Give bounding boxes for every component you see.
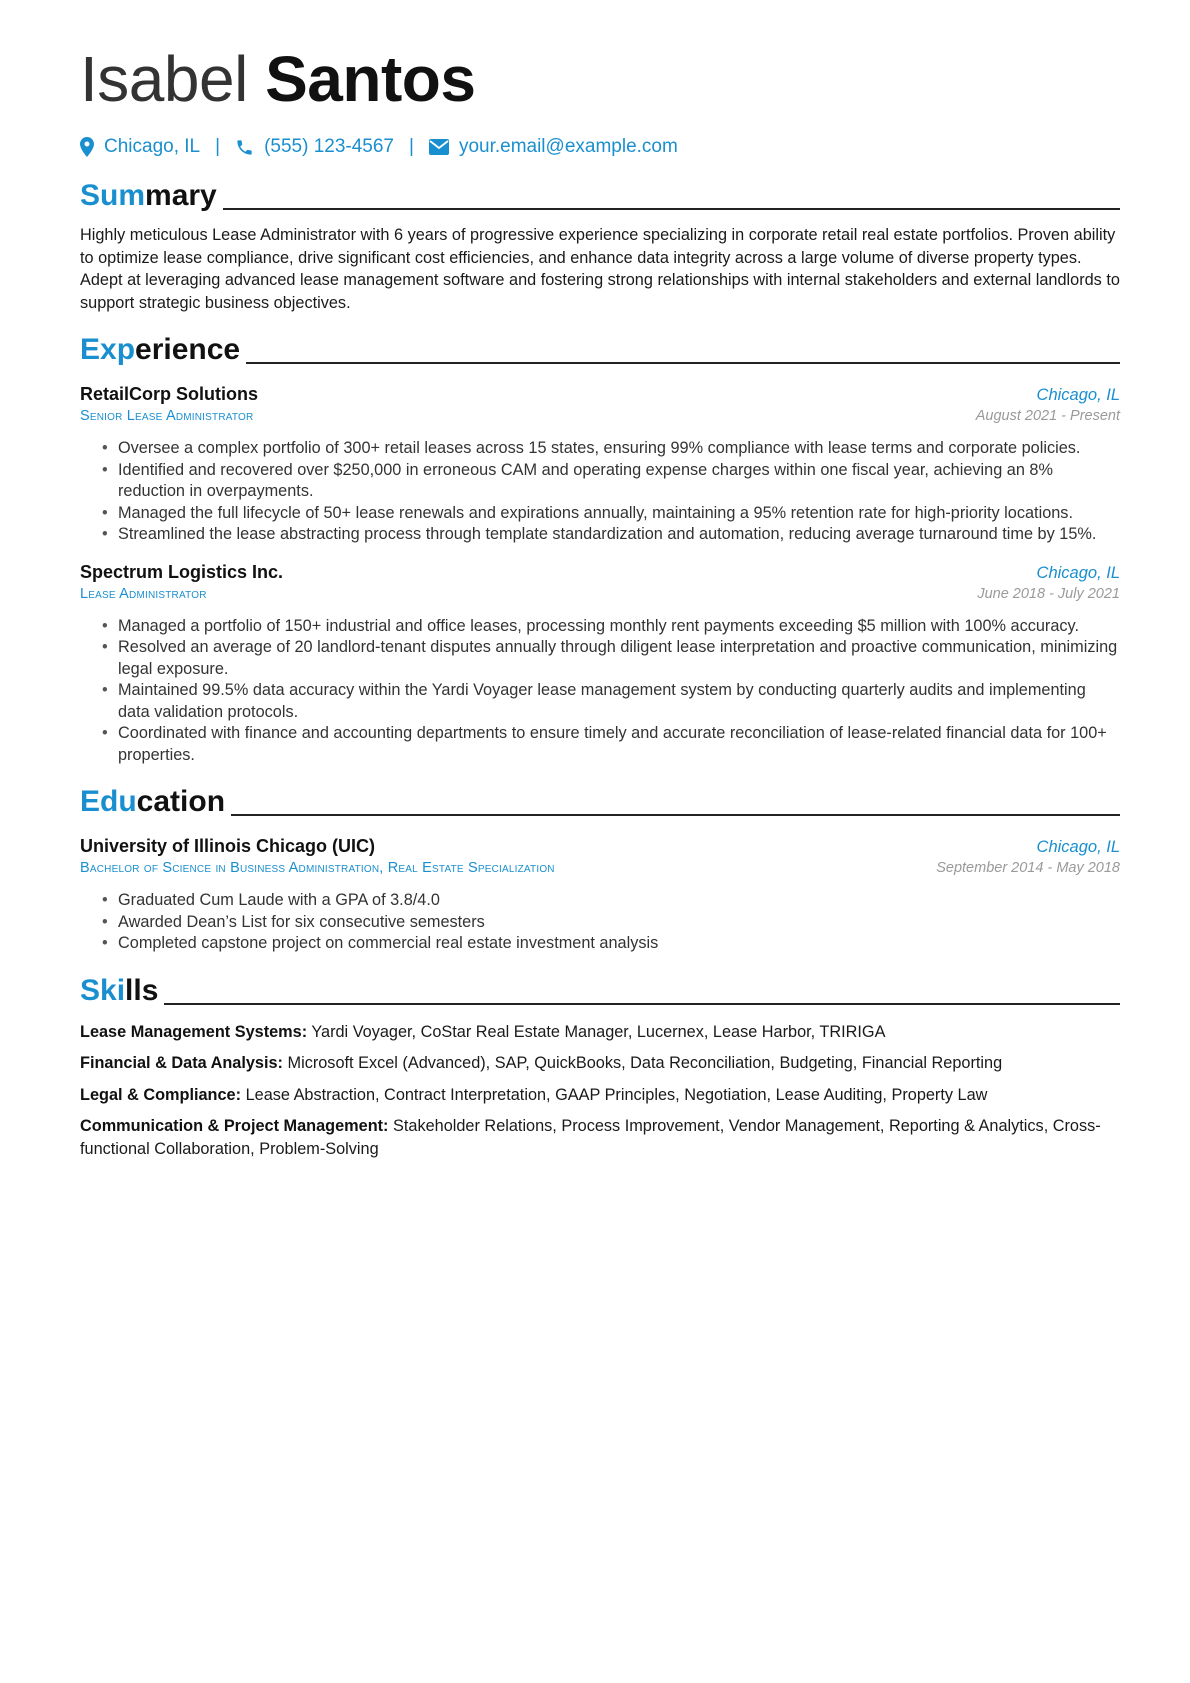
bullet-item: • Graduated Cum Laude with a GPA of 3.8/4.0 (80, 890, 1120, 912)
skill-row (80, 1052, 1120, 1075)
bullet-item: • Maintained 99.5% data accuracy within the Yardi Voyager lease management system by conducting quarterly audits and implementing data validation protocols. (80, 680, 1120, 723)
contact-line (80, 134, 1120, 160)
school-name: University of Illinois Chicago (UIC) (80, 836, 376, 856)
skill-value: Microsoft Excel (Advanced), SAP, QuickBooks, Data Reconciliation, Budgeting, Financial Reporting (287, 1054, 1003, 1072)
envelope-icon (429, 139, 449, 155)
bullet-item: • Oversee a complex portfolio of 300+ retail leases across 15 states, ensuring 99% compliance with lease terms and corporate policies. (80, 438, 1120, 460)
school-location: Chicago, IL (1036, 838, 1120, 856)
summary-text: Highly meticulous Lease Administrator with 6 years of progressive experience specializing in corporate retail real estate portfolios. Proven ability to optimize lease compliance, drive significant cost efficiencies, and enhance data integrity across a large volume of diverse property types. Adept at leveraging advanced lease management software and fostering strong relationships with internal stakeholders and external landlords to support strategic business objectives. (80, 226, 1120, 312)
resume-page (80, 38, 1120, 1169)
job-title: Lease Administrator (80, 585, 207, 602)
bullet-item: • Identified and recovered over $250,000 in erroneous CAM and operating expense charges within one fiscal year, achieving an 8% reduction in overpayments. (80, 460, 1120, 503)
skill-value: Lease Abstraction, Contract Interpretation, GAAP Principles, Negotiation, Lease Auditing, Property Law (245, 1085, 988, 1104)
job-location: Chicago, IL (1036, 386, 1120, 404)
skills-list (80, 1021, 1120, 1161)
section-divider (246, 362, 1120, 364)
first-name: Isabel (80, 43, 248, 115)
job-bullets (80, 438, 1120, 546)
last-name: Santos (265, 43, 476, 115)
skill-label: Legal & Compliance: (80, 1085, 242, 1104)
skill-row (80, 1021, 1120, 1044)
job-dates: August 2021 - Present (975, 408, 1120, 424)
job-bullets (80, 616, 1120, 767)
degree: Bachelor of Science in Business Administration, Real Estate Specialization (80, 860, 555, 876)
email-link[interactable]: your.email@example.com (458, 136, 678, 157)
education-bullets (80, 890, 1120, 955)
experience-heading: Experience (80, 328, 1120, 368)
skill-value: Stakeholder Relations, Process Improvement, Vendor Management, Reporting & Analytics, Cross-functional Collaboration, Problem-Solving (80, 1117, 1101, 1158)
bullet-item: • Awarded Dean’s List for six consecutive semesters (80, 912, 1120, 934)
education-dates: September 2014 - May 2018 (936, 860, 1120, 876)
company-name: RetailCorp Solutions (80, 384, 259, 404)
job-dates: June 2018 - July 2021 (977, 585, 1120, 602)
skill-row (80, 1084, 1120, 1107)
job-title: Senior Lease Administrator (80, 408, 254, 424)
skill-label: Lease Management Systems: (80, 1022, 308, 1041)
map-pin-icon (80, 137, 94, 157)
company-name: Spectrum Logistics Inc. (80, 561, 284, 582)
bullet-item: • Managed the full lifecycle of 50+ lease renewals and expirations annually, maintaining a 95% retention rate for high-priority locations. (80, 503, 1120, 525)
bullet-item: • Resolved an average of 20 landlord-tenant disputes annually through diligent lease interpretation and proactive communication, minimizing legal exposure. (80, 637, 1120, 680)
candidate-name (80, 38, 1120, 120)
bullet-item: • Streamlined the lease abstracting process through template standardization and automation, reducing average turnaround time by 15%. (80, 524, 1120, 546)
separator: | (215, 136, 221, 157)
skill-label: Communication & Project Management: (80, 1117, 389, 1135)
section-divider (223, 208, 1120, 210)
section-divider (164, 1003, 1120, 1005)
skill-value: Yardi Voyager, CoStar Real Estate Manager, Lucernex, Lease Harbor, TRIRIGA (311, 1022, 886, 1041)
bullet-item: • Coordinated with finance and accounting departments to ensure timely and accurate reconciliation of lease-related financial data for 100+ properties. (80, 723, 1120, 766)
job-entry (80, 562, 1120, 767)
phone-text: (555) 123-4567 (264, 136, 394, 157)
job-location: Chicago, IL (1036, 563, 1120, 582)
skill-row (80, 1115, 1120, 1160)
section-divider (231, 814, 1120, 816)
education-entry (80, 836, 1120, 955)
bullet-item: • Managed a portfolio of 150+ industrial and office leases, processing monthly rent payments exceeding $5 million with 100% accuracy. (80, 616, 1120, 638)
phone-icon (235, 138, 254, 157)
job-entry (80, 384, 1120, 546)
location-text: Chicago, IL (104, 136, 201, 157)
separator: | (409, 136, 414, 157)
skill-label: Financial & Data Analysis: (80, 1054, 283, 1072)
bullet-item: • Completed capstone project on commercial real estate investment analysis (80, 933, 1120, 955)
summary-heading: Summary (80, 174, 1120, 214)
skills-heading: Skills (80, 969, 1120, 1009)
education-heading: Education (80, 780, 1120, 820)
